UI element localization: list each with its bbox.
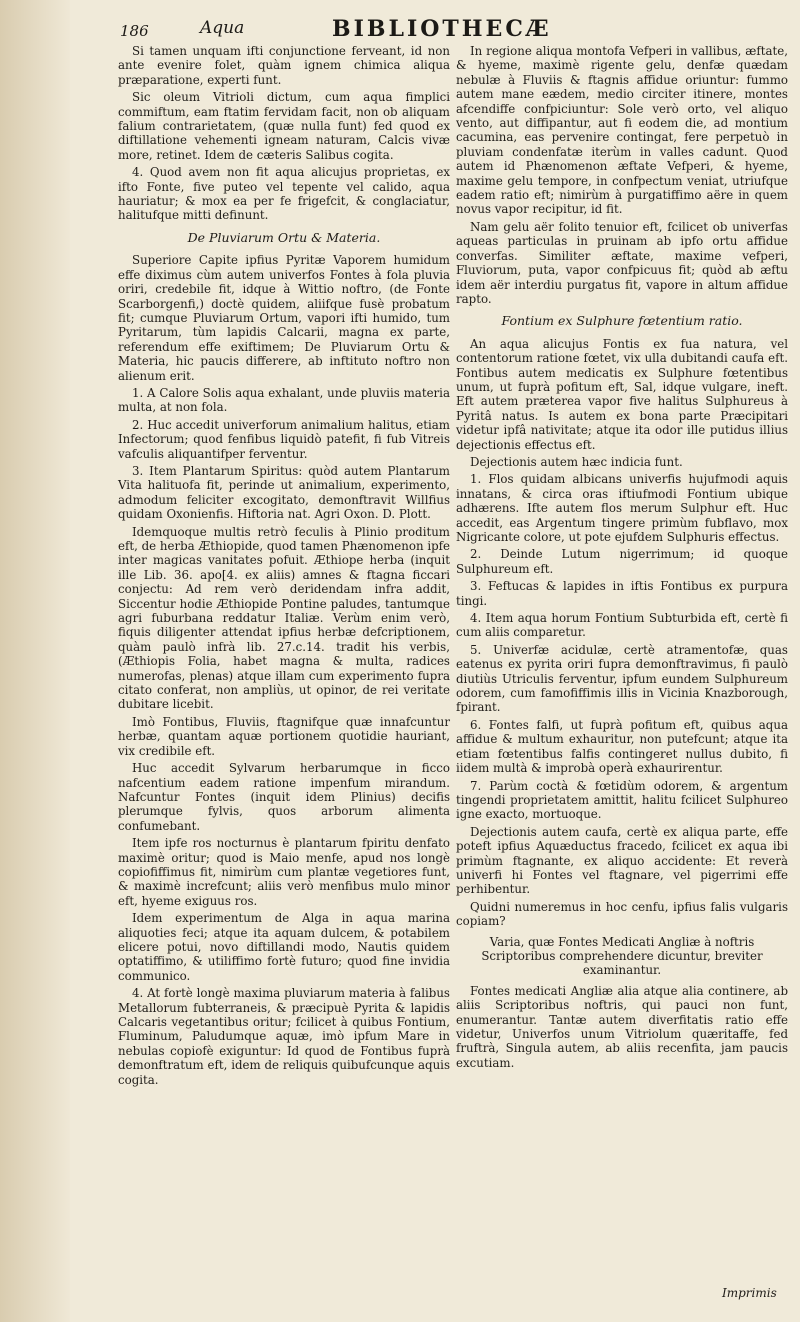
paragraph: 7. Parùm coctà & fœtidùm odorem, & argentum tingendi proprietatem amittit, halitu fcilicet Sulphureo igne exacto, mortuoque. <box>456 778 788 822</box>
paragraph: 4. At fortè longè maxima pluviarum materia à falibus Metallorum fubterraneis, & præcipuè Pyrita & lapidis Calcaris vegetantibus oritur; fcilicet à quibus Fontium, Fluminum, Paludumque aquæ, imò ipfum Mare in nebulas copiofè exiguntur: Id quod de Fontibus fuprà demonftratum eft, idem de reliquis quibufcunque aquis cogita. <box>118 986 450 1087</box>
paragraph: 3. Item Plantarum Spiritus: quòd autem Plantarum Vita halituofa fit, perinde ut animalium, experimento, admodum feliciter excogitato, demonftravit Willfius quidam Oxonienfis. Hiftoria nat. Agri Oxon. D. Plott. <box>118 463 450 522</box>
paragraph: Quidni numeremus in hoc cenfu, ipfius falis vulgaris copiam? <box>456 899 788 929</box>
paragraph: An aqua alicujus Fontis ex fua natura, vel contentorum ratione fœtet, vix ulla dubitandi caufa eft. Fontibus autem medicatis ex Sulphure fœtentibus unum, ut fuprà pofitum eft, Sal, idque vulgare, ineft. Eft autem præterea vapor five halitus Sulphureus à Pyritâ natus. Is autem ex bona parte Præcipitari videtur ipfâ nativitate; atque ita odor ille putidus illius dejectionis effectus eft. <box>456 336 788 452</box>
paragraph: Item ipfe ros nocturnus è plantarum fpiritu denfato maximè oritur; quod is Maio menfe, apud nos longè copiofiffimus fit, nimirùm cum plantæ vegetiores funt, & maximè increfcunt; aliis verò menfibus mulo minor eft, hyeme exiguus ros. <box>118 836 450 908</box>
paragraph: Imò Fontibus, Fluviis, ftagnifque quæ innafcuntur herbæ, quantam aquæ portionem quotidie hauriant, vix credibile eft. <box>118 714 450 758</box>
paragraph: 3. Feftucas & lapides in iftis Fontibus ex purpura tingi. <box>456 579 788 608</box>
page-gutter-shadow <box>0 0 70 1322</box>
page-header <box>112 14 788 44</box>
section-heading: De Pluviarum Ortu & Materia. <box>187 229 381 245</box>
paragraph: Superiore Capite ipfius Pyritæ Vaporem humidum effe diximus cùm autem univerfos Fontes à fola pluvia oriri, credebile fit, idque à Wittio noftro, (de Fonte Scarborgenfi,) doctè quidem, aliifque fusè probatum fit; cumque Pluviarum Ortum, vapori ifti humido, tum Pyritarum, tùm lapidis Calcarii, magna ex parte, referendum effe exiftimem; De Pluviarum Ortu & Materia, hic paucis differere, ab inftituto noftro non alienum erit. <box>118 253 450 383</box>
paragraph: Idem experimentum de Alga in aqua marina aliquoties feci; atque ita aquam dulcem, & potabilem elicere potui, novo diftillandi modo, Nautis quidem optatiffimo, & utiliffimo fortè futuro; quod fine invidia communico. <box>118 911 450 983</box>
paragraph: Huc accedit Sylvarum herbarumque in ficco nafcentium eadem ratione impenfum mirandum. Nafcuntur Fontes (inquit idem Plinius) decifis plerumque fylvis, quos arborum alimenta confumebant. <box>118 761 450 833</box>
left-column <box>118 44 450 1090</box>
paragraph: 1. Flos quidam albicans univerfis hujufmodi aquis innatans, & circa oras iftiufmodi Fontium ubique adhærens. Ifte autem flos merum Sulphur eft. Huc accedit, eas Argentum tingere primùm fubflavo, mox Nigricante colore, ut pote ejufdem Sulphuris effectus. <box>456 472 788 544</box>
page-title: BIBLIOTHECÆ <box>332 16 552 42</box>
paragraph: Sic oleum Vitrioli dictum, cum aqua fimplici commiftum, eam ftatim fervidam facit, non ob aliquam falium contrarietatem, (quæ nulla funt) fed quod ex diftillatione vehementi igneam naturam, Calcis vivæ more, retinet. Idem de cæteris Salibus cogita. <box>118 90 450 162</box>
paragraph: Dejectionis autem caufa, certè ex aliqua parte, effe poteft ipfius Aquæductus fracedo, fcilicet ex aqua ibi primùm ftagnante, ex aliquo accidente: Et reverà univerfi hi Fontes vel ftagnare, vel pigerrimi effe perhibentur. <box>456 824 788 897</box>
paragraph: 5. Univerfæ acidulæ, certè atramentofæ, quas eatenus ex pyrita oriri fupra demonftravimus, fi paulò diutiùs Utriculis ferventur, ipfum eundem Sulphureum odorem, cum famofiffimis illis in Vicinia Knazborough, fpirant. <box>456 642 788 715</box>
paragraph: Si tamen unquam ifti conjunctione ferveant, id non ante evenire folet, quàm ignem chimica aliqua præparatione, experti funt. <box>118 44 450 87</box>
paragraph: 1. A Calore Solis aqua exhalant, unde pluviis materia multa, at non fola. <box>118 385 450 415</box>
paragraph: Dejectionis autem hæc indicia funt. <box>470 454 683 469</box>
catchword: Imprimis <box>722 1286 777 1300</box>
paragraph: 6. Fontes falfi, ut fuprà pofitum eft, quibus aqua affidue & multum exhauritur, non putefcunt; atque ita etiam fœtentibus falfis contingeret nullus dubito, fi iidem multà & improbà operà exhaurirentur. <box>456 717 788 776</box>
paragraph: 4. Quod avem non fit aqua alicujus proprietas, ex ifto Fonte, five puteo vel tepente vel calido, aqua hauriatur; & mox ea per fe frigefcit, & conglaciatur, halitufque mitti definunt. <box>118 165 450 223</box>
page-number: 186 <box>120 22 149 40</box>
paragraph: 2. Huc accedit univerforum animalium halitus, etiam Infectorum; quod fenfibus liquidò patefit, fi fub Vitreis vafculis aliquantifper ferventur. <box>118 417 450 461</box>
paragraph: Fontes medicati Angliæ alia atque alia continere, ab aliis Scriptoribus noftris, qui pauci non funt, enumerantur. Tantæ autem diverfitatis ratio effe videtur, Univerfos unum Vitriolum quæritaffe, fed fruftrà, Singula autem, ab aliis recenfita, jam paucis excutiam. <box>456 983 788 1070</box>
section-heading: Fontium ex Sulphure fœtentium ratio. <box>501 313 743 329</box>
paragraph: Nam gelu aër folito tenuior eft, fcilicet ob univerfas aqueas particulas in pruinam ab ipfo ortu affidue converfas. Similiter æftate, maxime vefperi, Fluviorum, puta, vapor confpicuus fit; quòd ab æftu idem aër interdiu purgatus fit, vapore in altum affidue rapto. <box>456 219 788 306</box>
right-column <box>456 44 788 1073</box>
paragraph: In regione aliqua montofa Vefperi in vallibus, æftate, & hyeme, maximè rigente gelu, denfæ quædam nebulæ à Fluviis & ftagnis affidue oriuntur: fummo autem mane eædem, medio circiter itinere, montes afcendiffe confpiciuntur: Sole verò orto, vel aliquo vento, aut diffipantur, aut fi eodem die, ad montium cacumina, eas pervenire contingat, fere perpetuò in pluviam condenfatæ iterùm in valles cadunt. Quod autem id Phænomenon æftate Vefperi, & hyeme, maxime gelu tempore, in confpectum veniat, utriufque eadem ratio eft; nimirùm à purgatiffimo aëre in quem novus vapor recipitur, id fit. <box>456 44 788 217</box>
paragraph: 2. Deinde Lutum nigerrimum; id quoque Sulphureum eft. <box>456 547 788 576</box>
subsection-heading: Varia, quæ Fontes Medicati Angliæ à noftris Scriptoribus comprehendere dicuntur, breviter examinantur. <box>481 934 763 978</box>
paragraph: 4. Item aqua horum Fontium Subturbida eft, certè fi cum aliis comparetur. <box>456 611 788 640</box>
paragraph: Idemquoque multis retrò feculis à Plinio proditum eft, de herba Æthiopide, quod tamen Phænomenon ipfe inter magicas vanitates pofuit. Æthiope herba (inquit ille Lib. 36. apo[4. ex aliis) amnes & ftagna ficcari conjectu: Ad rem verò deridendam infra addit, Siccentur hodie Æthiopide Pontine paludes, tantumque agri fuburbana reddatur Italiæ. Verùm enim verò, fiquis diligenter attendat ipfius herbæ defcriptionem, quàm paulò infrà lib. 27.c.14. tradit his verbis, (Æthiopis Folia, habet magna & multa, radices numerofas, plenas) atque illam cum experimento fupra citato conferat, non ampliùs, ut opinor, de rei veritate dubitare licebit. <box>118 524 450 712</box>
running-head: Aqua <box>200 18 245 38</box>
